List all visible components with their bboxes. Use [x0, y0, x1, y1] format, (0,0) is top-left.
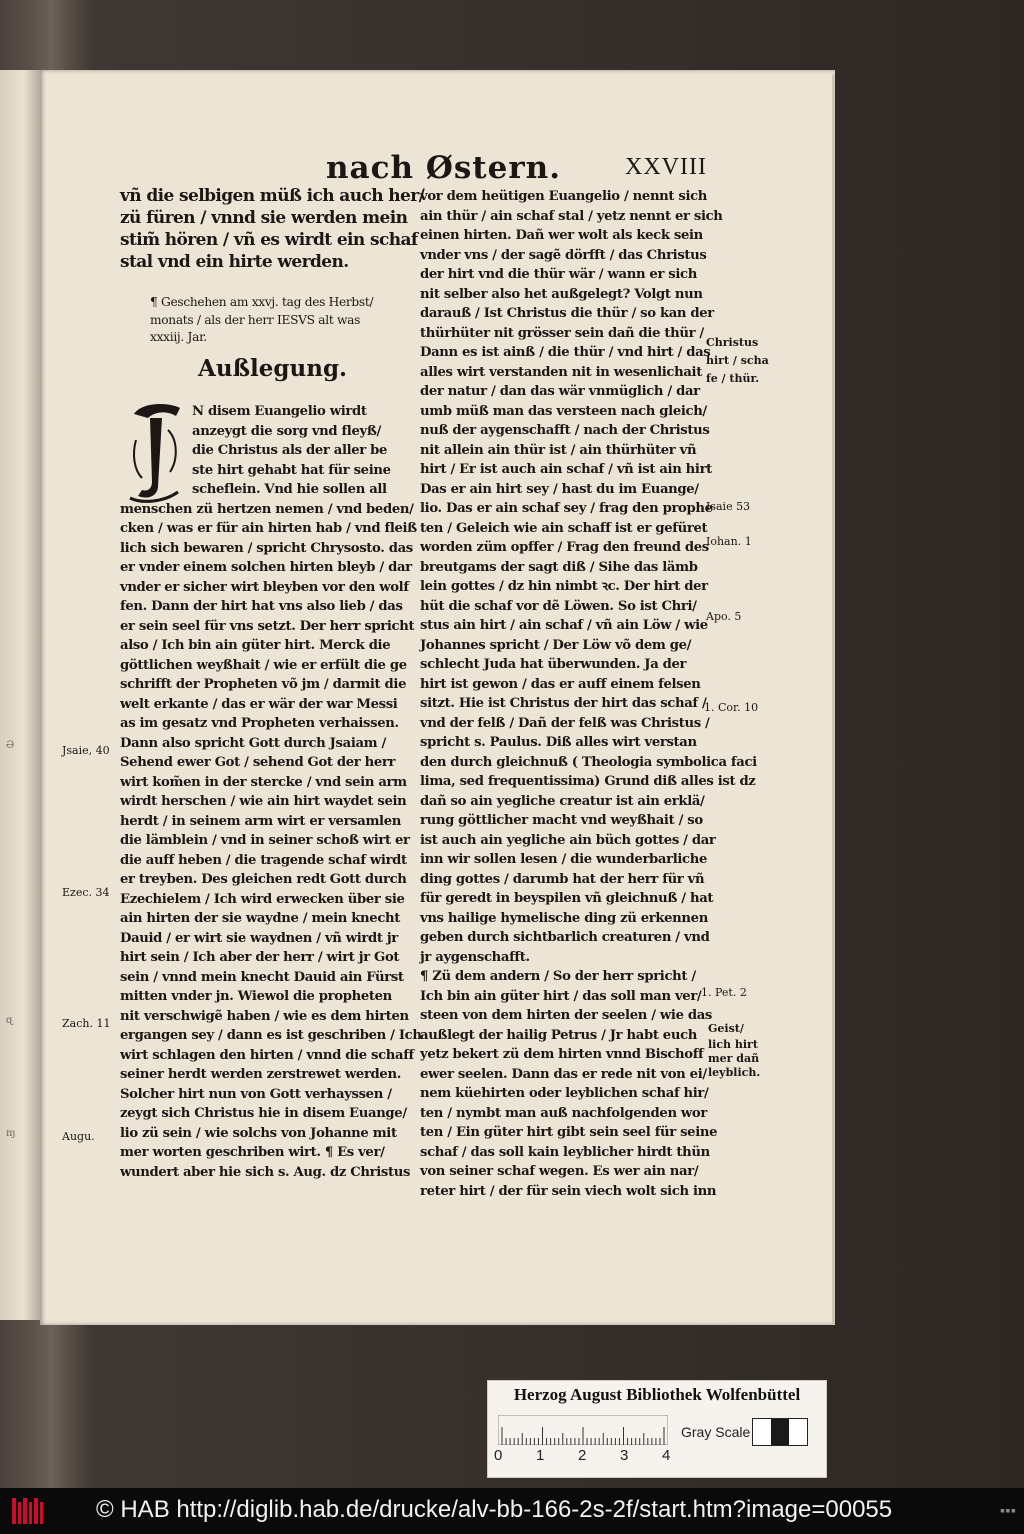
left-column-main: [120, 402, 422, 1182]
text-line: steen von dem hirten der seelen / wie das: [420, 1008, 713, 1023]
library-color-card: [487, 1380, 827, 1478]
text-line: hirt sein / Ich aber der herr / wirt jr Got: [120, 950, 400, 965]
text-line: nit allein ain thür ist / ain thürhüter vñ: [420, 442, 697, 458]
ruler-number: 1: [536, 1447, 545, 1464]
margin-note-ezec: Ezec. 34: [62, 886, 110, 899]
margin-note-apo: Apo. 5: [706, 610, 742, 623]
text-line: die Christus als der aller be: [192, 443, 388, 458]
text-line: darauß / Ist Christus die thür / so kan der: [420, 306, 714, 321]
text-line: geben durch sichtbarlich creaturen / vnd: [420, 930, 710, 945]
gray-swatch-black: [771, 1419, 789, 1445]
text-line: mer worten geschriben wirt. ¶ Es ver/: [120, 1145, 385, 1160]
page-edge: [832, 74, 835, 1324]
text-line: er sein seel für vns setzt. Der herr spricht: [120, 618, 415, 634]
text-line: ain thür / ain schaf stal / yetz nennt er sich: [420, 208, 723, 224]
text-line: lio. Das er ain schaf sey / frag den prophe: [420, 501, 713, 516]
text-line: zeygt sich Christus hie in disem Euange/: [120, 1106, 407, 1121]
left-column-top: [120, 185, 424, 273]
margin-note-aug: Augu.: [62, 1130, 95, 1143]
text-line: wirt kom̃en in der stercke / vnd sein arm: [120, 774, 407, 790]
text-line: worden züm opffer / Frag den freund des: [420, 540, 709, 555]
text-line: schaf / das soll kain leyblicher hirdt thün: [420, 1144, 710, 1160]
footer-corner-mark: ▪▪▪: [999, 1506, 1016, 1516]
text-line: mitten vnder jn. Wiewol die propheten: [120, 989, 392, 1004]
text-line: ain hirten der sie waydne / mein knecht: [120, 911, 400, 926]
text-line: also / Ich bin ain güter hirt. Merck die: [120, 638, 391, 653]
date-note: [150, 294, 373, 347]
text-line: einen hirten. Dañ wer wolt als keck sein: [420, 228, 703, 243]
text-line: er vnder einem solchen hirten bleyb / dar: [120, 560, 412, 575]
text-line: wundert aber hie sich s. Aug. dz Christus: [120, 1164, 411, 1180]
text-line: jr aygenschafft.: [420, 949, 530, 965]
text-line: Sehend ewer Got / sehend Got der herr: [120, 755, 396, 770]
text-line: lich sich bewaren / spricht Chrysosto. das: [120, 540, 413, 556]
ruler-number: 3: [620, 1447, 629, 1464]
text-line: er treyben. Des gleichen redt Gott durch: [120, 872, 407, 887]
text-line: nit verschwigẽ haben / wie es dem hirten: [120, 1008, 409, 1024]
running-title: nach Østern.: [326, 150, 561, 186]
text-line: schrifft der Propheten võ jm / darmit die: [120, 677, 407, 692]
footer-bar: [0, 1488, 1024, 1534]
text-line: vñ die selbigen müß ich auch her/: [120, 186, 425, 206]
text-line: für geredt in beyspilen vñ gleichnuß / hat: [420, 891, 714, 906]
text-line: ten / Geleich wie ain schaff ist er gefüret: [420, 520, 708, 536]
text-line: umb müß man das versteen nach gleich/: [420, 403, 707, 419]
margin-note-geist: lich hirt: [708, 1038, 758, 1051]
text-line: inn wir sollen lesen / die wunderbarliche: [420, 852, 707, 867]
text-line: Solcher hirt nun von Gott verhayssen /: [120, 1086, 392, 1102]
text-line: herdt / in seinem arm wirt er versamlen: [120, 813, 401, 829]
text-line: vor dem heütigen Euangelio / nennt sich: [420, 189, 708, 204]
text-line: vns hailige hymelische ding zü erkennen: [420, 910, 708, 926]
text-line: anzeygt die sorg vnd fleyß/: [192, 423, 381, 439]
text-line: menschen zü hertzen nemen / vnd beden/: [120, 501, 414, 517]
gray-swatch-white: [753, 1419, 771, 1445]
margin-note-christus: Christus: [706, 336, 759, 349]
text-line: ist auch ain yegliche ain büch gottes / dar: [420, 832, 716, 848]
ruler-number: 0: [494, 1447, 503, 1464]
text-line: die lämblein / vnd in seiner schoß wirt er: [120, 833, 410, 848]
text-line: N disem Euangelio wirdt: [192, 404, 367, 419]
text-line: Dauid / er wirt sie waydnen / vñ wirdt jr: [120, 930, 398, 946]
text-line: dañ so ain yegliche creatur ist ain erklä/: [420, 793, 705, 809]
text-line: ¶ Zü dem andern / So der herr spricht /: [420, 969, 696, 984]
text-line: spricht s. Paulus. Diß alles wirt verstan: [420, 735, 697, 750]
text-line: reter hirt / der für sein viech wolt sich inn: [420, 1183, 717, 1199]
text-line: ten / Ein güter hirt gibt sein seel für seine: [420, 1125, 718, 1140]
text-line: Das er ain hirt sey / hast du im Euange/: [420, 481, 699, 497]
text-line: hüt die schaf vor dẽ Löwen. So ist Chri/: [420, 598, 697, 614]
text-line: ding gottes / darumb hat der herr für vñ: [420, 871, 705, 887]
text-line: ¶ Geschehen am xxvj. tag des Herbst/: [150, 295, 374, 309]
text-line: sein / vnnd mein knecht Dauid ain Fürst: [120, 969, 404, 985]
text-line: lein gottes / dz hin nimbt ꝛc. Der hirt der: [420, 579, 708, 594]
section-heading: Außlegung.: [198, 355, 348, 382]
ruler-number: 4: [662, 1447, 671, 1464]
text-line: Ich bin ain güter hirt / das soll man ver/: [420, 988, 702, 1004]
text-line: ten / nymbt man auß nachfolgenden wor: [420, 1105, 707, 1121]
previous-page-fragment: ɱ: [6, 1128, 16, 1139]
text-line: der natur / dan das wär vnmüglich / dar: [420, 384, 700, 399]
text-line: Ezechielem / Ich wird erwecken über sie: [120, 891, 405, 907]
scale-ruler: [498, 1415, 668, 1445]
text-line: nem küehirten oder leyblichen schaf hir/: [420, 1086, 709, 1101]
text-line: lima, sed frequentissima) Grund diß alles ist dz: [420, 774, 756, 789]
text-line: seiner herdt werden zerstrewet werden.: [120, 1067, 401, 1082]
text-line: Dann also spricht Gott durch Jsaiam /: [120, 735, 386, 751]
text-line: nit selber also het außgelegt? Volgt nun: [420, 286, 703, 302]
margin-note-geist: mer dañ: [708, 1052, 760, 1065]
text-line: xxxiij. Jar.: [150, 330, 207, 344]
text-line: hirt ist gewon / das er auff einem felsen: [420, 676, 701, 692]
margin-note-isaie: Isaie 53: [706, 500, 751, 513]
margin-note-geist: leyblich.: [708, 1066, 761, 1079]
text-line: Johannes spricht / Der Löw võ dem ge/: [420, 637, 692, 653]
text-line: welt erkante / das er wär der war Messi: [120, 696, 398, 712]
ruler-numbers: [494, 1447, 674, 1467]
text-line: wirt schlagen den hirten / vnnd die schaff: [120, 1047, 414, 1063]
text-line: nuß der aygenschafft / nach der Christus: [420, 423, 710, 438]
text-line: stus ain hirt / ain schaf / vñ ain Löw / wie: [420, 618, 708, 633]
text-line: hirt / Er ist auch ain schaf / vñ ist ain hirt: [420, 462, 712, 477]
text-line: vnder vns / der sagẽ dörfft / das Christus: [420, 247, 707, 263]
text-line: alles wirt verstanden nit in wesenlichait: [420, 364, 702, 380]
text-line: lio zü sein / wie solchs von Johanne mit: [120, 1125, 397, 1141]
text-line: die auff heben / die tragende schaf wirdt: [120, 852, 407, 868]
text-line: cken / was er für ain hirten hab / vnd fleiß: [120, 521, 417, 536]
text-line: monats / als der herr IESVS alt was: [150, 312, 361, 327]
page-header: [0, 150, 1024, 190]
gray-scale-label: Gray Scale: [681, 1424, 751, 1440]
margin-note-christus: fe / thür.: [706, 372, 760, 385]
hab-logo-icon: [10, 1494, 46, 1528]
text-line: scheflein. Vnd hie sollen all: [192, 482, 387, 497]
text-line: den durch gleichnuß ( Theologia symbolica faci: [420, 754, 757, 770]
library-name: Herzog August Bibliothek Wolfenbüttel: [513, 1385, 801, 1404]
text-line: außlegt der hailig Petrus / Jr habt euch: [420, 1027, 697, 1043]
margin-note-cor: 1. Cor. 10: [704, 701, 759, 714]
margin-note-isaie: Jsaie, 40: [62, 744, 110, 757]
margin-note-pet: 1. Pet. 2: [701, 986, 747, 999]
text-line: göttlichen weyßhait / wie er erfült die ge: [120, 657, 407, 673]
text-line: thürhüter nit grösser sein dañ die thür /: [420, 325, 704, 341]
text-line: fen. Dann der hirt hat vns also lieb / das: [120, 599, 403, 614]
text-line: wirdt herschen / wie ain hirt waydet sein: [120, 794, 407, 809]
text-line: rung göttlicher macht vnd weyßhait / so: [420, 813, 703, 828]
text-line: ergangen sey / dann es ist geschriben / Ich: [120, 1028, 422, 1043]
previous-page-fragment: ɋ: [6, 1015, 13, 1026]
text-line: vnder er sicher wirt bleyben vor den wolf: [120, 579, 409, 595]
text-line: zü füren / vnnd sie werden mein: [120, 208, 408, 228]
folio-number: XXVIII: [625, 154, 707, 180]
text-line: stal vnd ein hirte werden.: [120, 252, 349, 272]
text-line: breutgams der sagt diß / Sihe das lämb: [420, 559, 698, 575]
margin-note-zach: Zach. 11: [62, 1017, 111, 1030]
text-line: der hirt vnd die thür wär / wann er sich: [420, 267, 697, 282]
text-line: stim̃ hören / vñ es wirdt ein schaf: [120, 230, 418, 250]
margin-note-iohan: Iohan. 1: [706, 535, 752, 548]
text-line: yetz bekert zü dem hirten vnnd Bischoff: [420, 1047, 704, 1062]
text-line: Dann es ist ainß / die thür / vnd hirt / das: [420, 345, 711, 360]
gray-swatch-white: [789, 1419, 807, 1445]
ruler-number: 2: [578, 1447, 587, 1464]
text-line: vnd der felß / Dañ der felß was Christus /: [420, 715, 710, 731]
text-line: ewer seelen. Dann das er rede nit von ei/: [420, 1066, 707, 1082]
margin-note-christus: hirt / scha: [706, 354, 769, 367]
previous-page-fragment: Ə: [6, 740, 15, 751]
gray-scale-swatch: [752, 1418, 808, 1446]
margin-note-geist: Geist/: [708, 1022, 744, 1035]
footer-copyright-url: © HAB http://diglib.hab.de/drucke/alv-bb-166-2s-2f/start.htm?image=00055: [96, 1496, 893, 1523]
text-line: sitzt. Hie ist Christus der hirt das schaf /: [420, 696, 707, 711]
text-line: ste hirt gehabt hat für seine: [192, 462, 391, 478]
text-line: von seiner schaf wegen. Es wer ain nar/: [420, 1164, 699, 1179]
text-line: as im gesatz vnd Propheten verhaissen.: [120, 716, 399, 731]
text-line: schlecht Juda hat überwunden. Ja der: [420, 657, 687, 672]
